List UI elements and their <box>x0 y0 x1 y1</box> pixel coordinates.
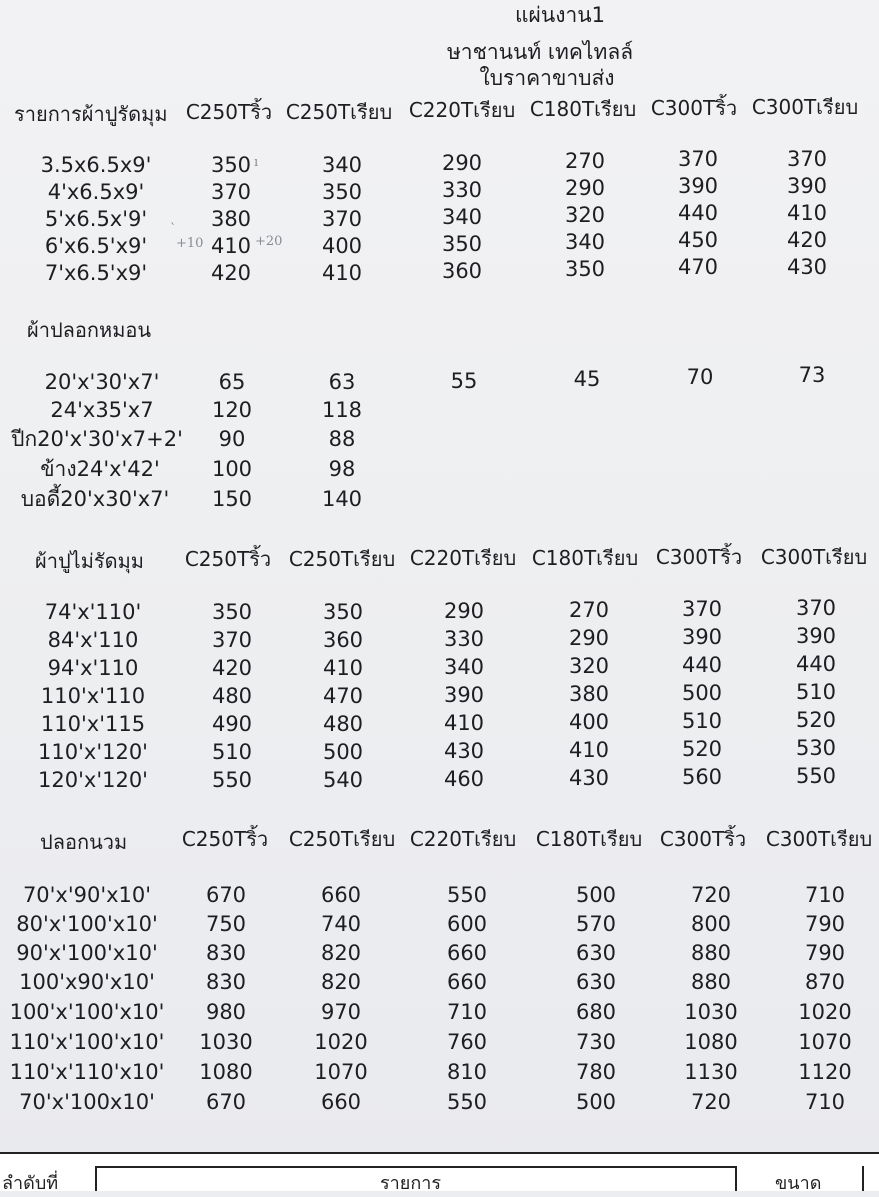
price-cell: 510 <box>681 709 723 733</box>
price-cell: 430 <box>443 739 485 763</box>
row-label: 120'x'120' <box>38 768 148 792</box>
price-cell: 390 <box>681 625 723 649</box>
column-header: C250Tเรียบ <box>288 827 396 851</box>
column-header: C250Tริ้ว <box>184 547 272 571</box>
price-cell: 390 <box>795 624 837 648</box>
next-page-table-header <box>0 1152 879 1194</box>
table-divider <box>735 1166 737 1191</box>
price-cell: 390 <box>443 683 485 707</box>
price-cell: 500 <box>322 740 364 764</box>
row-label: 70'x'100x10' <box>19 1090 155 1114</box>
row-label: 5'x6.5x'9' <box>44 207 148 231</box>
price-cell: 1070 <box>314 1060 368 1084</box>
price-cell: 290 <box>568 626 610 650</box>
price-cell: 430 <box>786 255 828 279</box>
section-title-pillow-cases: ผ้าปลอกหมอน <box>27 318 152 342</box>
price-cell: 90 <box>218 427 246 451</box>
price-cell: 370 <box>677 147 719 171</box>
price-cell: 1020 <box>314 1030 368 1054</box>
price-cell: 330 <box>443 627 485 651</box>
price-cell: 500 <box>575 883 617 907</box>
price-cell: 410 <box>322 656 364 680</box>
row-label: 110'x'120' <box>38 740 148 764</box>
price-cell: 340 <box>321 153 363 177</box>
row-label: 3.5x6.5x9' <box>40 153 152 177</box>
handwritten-note: +10 <box>176 236 204 251</box>
price-cell: 970 <box>320 1000 362 1024</box>
price-cell: 780 <box>575 1060 617 1084</box>
price-cell: 55 <box>450 369 478 393</box>
price-cell: 370 <box>786 147 828 171</box>
column-header: C300Tริ้ว <box>655 545 743 569</box>
price-cell: 670 <box>205 1090 247 1114</box>
price-cell: 390 <box>677 174 719 198</box>
table-divider <box>95 1166 97 1191</box>
price-cell: 400 <box>321 234 363 258</box>
column-header: C220Tเรียบ <box>409 546 517 570</box>
section-title-duvet-covers: ปลอกนวม <box>40 830 128 854</box>
table-divider <box>862 1166 864 1191</box>
handwritten-tick: ı <box>254 155 259 170</box>
price-cell: 720 <box>690 1090 732 1114</box>
row-label: 110'x'110'x10' <box>9 1060 165 1084</box>
row-label: 94'x'110 <box>47 656 139 680</box>
price-cell: 550 <box>446 1090 488 1114</box>
row-label: 100'x90'x10' <box>19 970 155 994</box>
price-cell: 680 <box>575 1000 617 1024</box>
price-cell: 98 <box>328 457 356 481</box>
column-header: C300Tเรียบ <box>751 95 859 119</box>
price-cell: 570 <box>575 912 617 936</box>
column-header: C250Tเรียบ <box>288 547 396 571</box>
price-cell: 660 <box>320 883 362 907</box>
column-header: C220Tเรียบ <box>409 827 517 851</box>
row-label: 20'x'30'x7' <box>44 370 160 394</box>
price-cell: 1030 <box>684 1000 738 1024</box>
price-cell: 350 <box>564 257 606 281</box>
price-cell: 340 <box>441 205 483 229</box>
price-cell: 290 <box>441 151 483 175</box>
price-cell: 440 <box>677 201 719 225</box>
price-cell: 450 <box>677 228 719 252</box>
price-cell: 70 <box>686 365 714 389</box>
price-cell: 420 <box>210 261 252 285</box>
price-cell: 710 <box>804 883 846 907</box>
price-cell: 1130 <box>684 1060 738 1084</box>
price-cell: 660 <box>446 970 488 994</box>
price-cell: 150 <box>211 487 253 511</box>
column-header: C300Tเรียบ <box>760 545 868 569</box>
price-cell: 410 <box>321 261 363 285</box>
price-cell: 380 <box>568 682 610 706</box>
price-cell: 500 <box>575 1090 617 1114</box>
section-title-fitted-sheets: รายการผ้าปูรัดมุม <box>14 102 168 126</box>
handwritten-note: +20 <box>255 234 283 249</box>
price-cell: 290 <box>564 176 606 200</box>
row-label: 7'x6.5'x9' <box>44 261 148 285</box>
row-label: ปีก20'x'30'x7+2' <box>11 427 183 451</box>
price-cell: 320 <box>564 203 606 227</box>
row-label: 6'x6.5'x9' <box>44 234 148 258</box>
company-name: ษาชานนท์ เทคไทลล์ <box>446 40 634 64</box>
price-cell: 730 <box>575 1030 617 1054</box>
price-cell: 760 <box>446 1030 488 1054</box>
price-cell: 120 <box>211 398 253 422</box>
price-cell: 710 <box>446 1000 488 1024</box>
price-cell: 830 <box>205 970 247 994</box>
price-cell: 540 <box>322 768 364 792</box>
price-cell: 118 <box>321 398 363 422</box>
price-cell: 330 <box>441 178 483 202</box>
price-cell: 550 <box>795 764 837 788</box>
price-cell: 510 <box>211 740 253 764</box>
row-label: 110'x'115 <box>40 712 146 736</box>
document-title: ใบราคาขาบส่ง <box>479 66 615 90</box>
row-label: บอดี้20'x30'x7' <box>20 487 170 511</box>
price-cell: 400 <box>568 710 610 734</box>
column-header: C300Tริ้ว <box>659 827 747 851</box>
row-label: 80'x'100'x10' <box>16 912 158 936</box>
price-cell: 390 <box>786 174 828 198</box>
column-header: C250Tริ้ว <box>185 100 273 124</box>
section-title-flat-sheets: ผ้าปูไม่รัดมุม <box>35 549 144 573</box>
price-cell: 670 <box>205 883 247 907</box>
price-cell: 740 <box>320 912 362 936</box>
price-cell: 63 <box>328 370 356 394</box>
price-cell: 790 <box>804 912 846 936</box>
price-cell: 440 <box>795 652 837 676</box>
price-cell: 360 <box>441 259 483 283</box>
price-cell: 870 <box>804 970 846 994</box>
price-cell: 520 <box>681 737 723 761</box>
price-cell: 350 <box>441 232 483 256</box>
column-header: C180Tเรียบ <box>529 97 637 121</box>
price-cell: 820 <box>320 970 362 994</box>
price-cell: 750 <box>205 912 247 936</box>
price-cell: 350 <box>322 600 364 624</box>
price-cell: 550 <box>211 768 253 792</box>
row-label: 100'x'100'x10' <box>9 1000 165 1024</box>
row-label: 24'x35'x7 <box>50 398 154 422</box>
row-label: 74'x'110' <box>44 600 142 624</box>
price-cell: 290 <box>443 599 485 623</box>
price-cell: 880 <box>690 970 732 994</box>
price-cell: 340 <box>564 230 606 254</box>
row-label: 84'x'110 <box>47 628 139 652</box>
column-header: C250Tเรียบ <box>285 100 393 124</box>
price-cell: 410 <box>443 711 485 735</box>
price-cell: 320 <box>568 654 610 678</box>
price-cell: 1080 <box>684 1030 738 1054</box>
price-cell: 440 <box>681 653 723 677</box>
price-cell: 830 <box>205 941 247 965</box>
price-cell: 630 <box>575 970 617 994</box>
price-cell: 370 <box>795 596 837 620</box>
column-header: C180Tเรียบ <box>531 546 639 570</box>
row-label: 70'x'90'x10' <box>22 883 152 907</box>
row-label: 4'x6.5x9' <box>47 180 145 204</box>
price-cell: 420 <box>786 228 828 252</box>
price-cell: 370 <box>321 207 363 231</box>
price-cell: 550 <box>446 883 488 907</box>
price-cell: 360 <box>322 628 364 652</box>
price-cell: 460 <box>443 767 485 791</box>
price-cell: 350 <box>210 153 252 177</box>
price-cell: 500 <box>681 681 723 705</box>
price-cell: 480 <box>211 684 253 708</box>
price-cell: 340 <box>443 655 485 679</box>
column-header: C300Tเรียบ <box>765 827 873 851</box>
sheet-name: แผ่นงาน1 <box>515 3 605 27</box>
price-cell: 350 <box>211 600 253 624</box>
price-cell: 470 <box>677 255 719 279</box>
price-cell: 45 <box>573 367 601 391</box>
column-header: C250Tริ้ว <box>181 827 269 851</box>
price-cell: 660 <box>446 941 488 965</box>
price-cell: 810 <box>446 1060 488 1084</box>
price-cell: 410 <box>568 738 610 762</box>
price-cell: 530 <box>795 736 837 760</box>
price-cell: 800 <box>690 912 732 936</box>
price-cell: 980 <box>205 1000 247 1024</box>
price-cell: 88 <box>328 427 356 451</box>
footer-col-item: รายการ <box>380 1173 441 1194</box>
price-cell: 370 <box>211 628 253 652</box>
price-cell: 73 <box>798 363 826 387</box>
row-label: 110'x'110 <box>40 684 146 708</box>
price-cell: 370 <box>681 597 723 621</box>
price-cell: 510 <box>795 680 837 704</box>
price-cell: 430 <box>568 766 610 790</box>
column-header: C180Tเรียบ <box>535 827 643 851</box>
price-cell: 350 <box>321 180 363 204</box>
price-cell: 1070 <box>798 1030 852 1054</box>
price-cell: 490 <box>211 712 253 736</box>
price-cell: 470 <box>322 684 364 708</box>
price-cell: 420 <box>211 656 253 680</box>
row-label: 90'x'100'x10' <box>16 941 158 965</box>
price-cell: 1080 <box>199 1060 253 1084</box>
price-cell: 1120 <box>798 1060 852 1084</box>
price-cell: 600 <box>446 912 488 936</box>
price-cell: 790 <box>804 941 846 965</box>
price-cell: 660 <box>320 1090 362 1114</box>
column-header: C300Tริ้ว <box>650 96 738 120</box>
row-label: ข้าง24'x'42' <box>40 457 160 481</box>
price-cell: 380 <box>210 207 252 231</box>
price-cell: 410 <box>210 234 252 258</box>
price-cell: 270 <box>564 149 606 173</box>
footer-col-size: ขนาด <box>775 1173 822 1194</box>
price-cell: 1030 <box>199 1030 253 1054</box>
price-cell: 710 <box>804 1090 846 1114</box>
price-cell: 65 <box>218 370 246 394</box>
price-cell: 820 <box>320 941 362 965</box>
footer-col-index: ลำดับที่ <box>2 1173 59 1194</box>
price-cell: 560 <box>681 765 723 789</box>
handwritten-mark: ˋ <box>170 222 177 237</box>
price-cell: 270 <box>568 598 610 622</box>
price-cell: 880 <box>690 941 732 965</box>
price-cell: 370 <box>210 180 252 204</box>
price-cell: 100 <box>211 457 253 481</box>
price-cell: 410 <box>786 201 828 225</box>
price-cell: 520 <box>795 708 837 732</box>
price-cell: 140 <box>321 487 363 511</box>
price-cell: 1020 <box>798 1000 852 1024</box>
column-header: C220Tเรียบ <box>408 98 516 122</box>
price-cell: 630 <box>575 941 617 965</box>
price-cell: 480 <box>322 712 364 736</box>
row-label: 110'x'100'x10' <box>9 1030 165 1054</box>
price-cell: 720 <box>690 883 732 907</box>
